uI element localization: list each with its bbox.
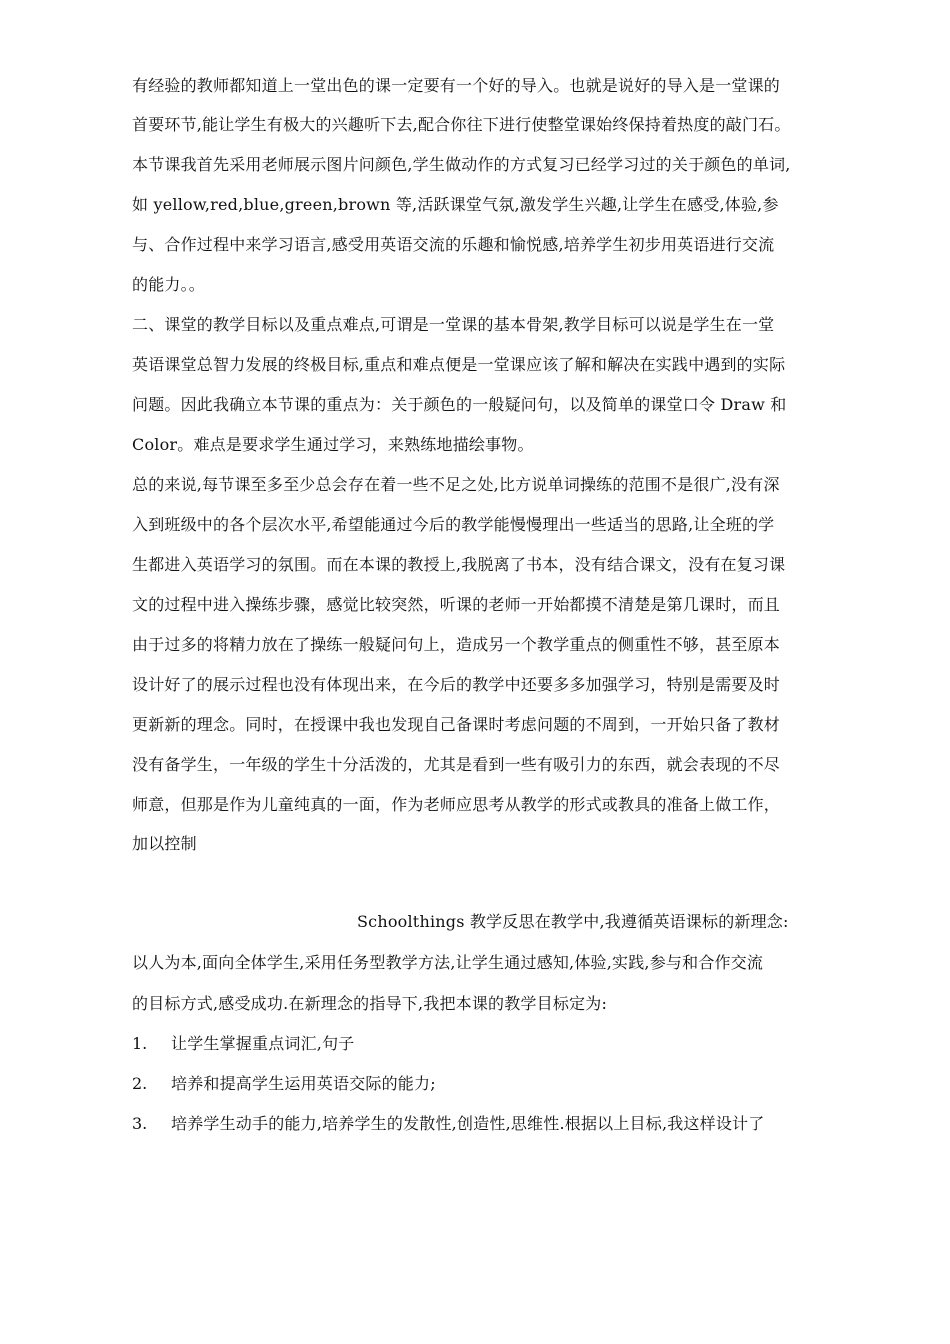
paragraph-line: 师意，但那是作为儿童纯真的一面，作为老师应思考从教学的形式或教具的准备上做工作， <box>132 795 781 814</box>
list-number: 3. <box>132 1114 148 1133</box>
paragraph-line: 加以控制 <box>132 834 197 853</box>
list-item: 让学生掌握重点词汇,句子 <box>171 1034 355 1053</box>
list-number: 2. <box>132 1074 148 1093</box>
section-heading: Schoolthings 教学反思在教学中,我遵循英语课标的新理念: <box>357 912 789 931</box>
paragraph-line: 生都进入英语学习的氛围。而在本课的教授上,我脱离了书本，没有结合课文，没有在复习课 <box>132 555 786 574</box>
paragraph-line: 以人为本,面向全体学生,采用任务型教学方法,让学生通过感知,体验,实践,参与和合作交流 <box>132 953 764 972</box>
paragraph-line: 如 yellow,red,blue,green,brown 等,活跃课堂气氛,激发学生兴趣,让学生在感受,体验,参 <box>132 195 779 214</box>
paragraph-line: 二、课堂的教学目标以及重点难点,可谓是一堂课的基本骨架,教学目标可以说是学生在一堂 <box>132 315 775 334</box>
paragraph-line: 设计好了的展示过程也没有体现出来，在今后的教学中还要多多加强学习，特别是需要及时 <box>132 675 781 694</box>
paragraph-line: 文的过程中进入操练步骤，感觉比较突然，听课的老师一开始都摸不清楚是第几课时，而且 <box>132 595 781 614</box>
paragraph-line: 的能力。。 <box>132 275 206 294</box>
paragraph-line: 问题。因此我确立本节课的重点为：关于颜色的一般疑问句，以及简单的课堂口令 Draw 和 <box>132 395 787 414</box>
paragraph-line: 的目标方式,感受成功.在新理念的指导下,我把本课的教学目标定为: <box>132 994 608 1013</box>
paragraph-line: 没有备学生，一年级的学生十分活泼的，尤其是看到一些有吸引力的东西，就会表现的不尽 <box>132 755 781 774</box>
list-item: 培养和提高学生运用英语交际的能力; <box>171 1074 436 1093</box>
paragraph-line: 首要环节,能让学生有极大的兴趣听下去,配合你往下进行使整堂课始终保持着热度的敲门石。 <box>132 115 791 134</box>
paragraph-line: 有经验的教师都知道上一堂出色的课一定要有一个好的导入。也就是说好的导入是一堂课的 <box>132 76 781 95</box>
paragraph-line: 入到班级中的各个层次水平,希望能通过今后的教学能慢慢理出一些适当的思路,让全班的学 <box>132 515 775 534</box>
paragraph-line: 英语课堂总智力发展的终极目标,重点和难点便是一堂课应该了解和解决在实践中遇到的实际 <box>132 355 786 374</box>
paragraph-line: 与、合作过程中来学习语言,感受用英语交流的乐趣和愉悦感,培养学生初步用英语进行交流 <box>132 235 775 254</box>
paragraph-line: 本节课我首先采用老师展示图片问颜色,学生做动作的方式复习已经学习过的关于颜色的单词, <box>132 155 791 174</box>
list-number: 1. <box>132 1034 148 1053</box>
paragraph-line: Color。难点是要求学生通过学习，来熟练地描绘事物。 <box>132 435 534 454</box>
paragraph-line: 总的来说,每节课至多至少总会存在着一些不足之处,比方说单词操练的范围不是很广,没有深 <box>132 475 780 494</box>
paragraph-line: 更新新的理念。同时，在授课中我也发现自己备课时考虑问题的不周到，一开始只备了教材 <box>132 715 781 734</box>
list-item: 培养学生动手的能力,培养学生的发散性,创造性,思维性.根据以上目标,我这样设计了 <box>171 1114 765 1133</box>
paragraph-line: 由于过多的将精力放在了操练一般疑问句上，造成另一个教学重点的侧重性不够，甚至原本 <box>132 635 781 654</box>
